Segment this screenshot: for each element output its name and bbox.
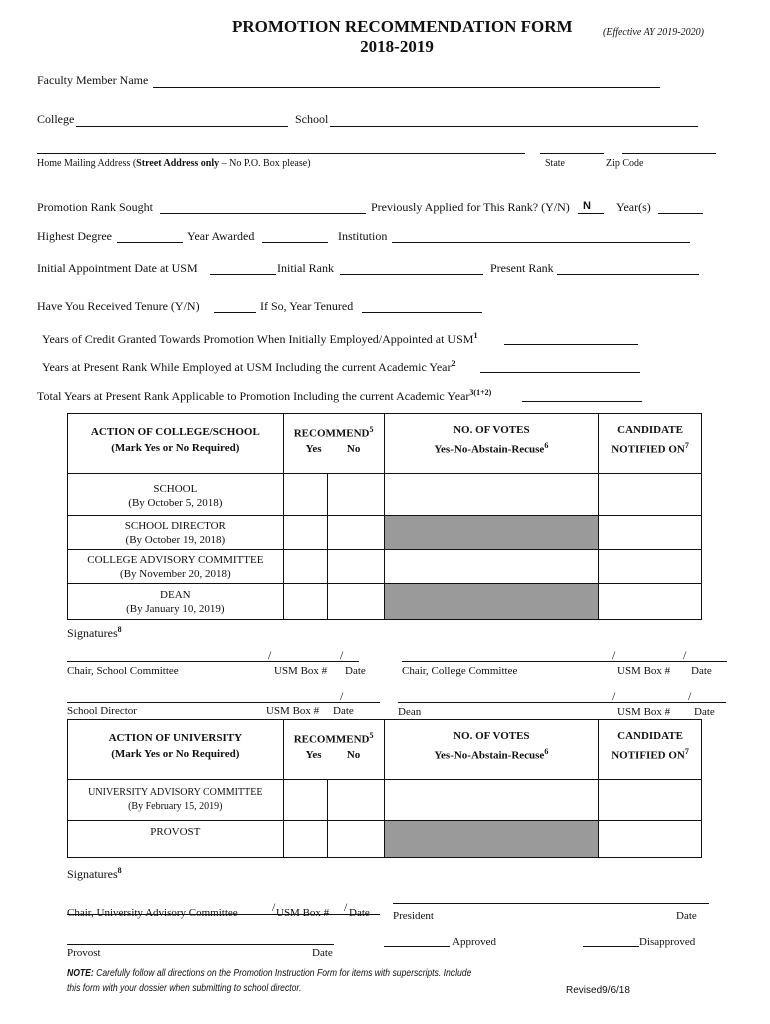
- dean-notified-cell[interactable]: [599, 584, 702, 620]
- chair-school-label: Chair, School Committee: [67, 665, 179, 677]
- dean-sig-line[interactable]: [398, 702, 726, 703]
- years-present-label: Years at Present Rank While Employed at USM Including the current Academic Year$^2$: [42, 359, 456, 374]
- approved-label: Approved: [452, 936, 496, 948]
- credit-granted-label: Years of Credit Granted Towards Promotion When Initially Employed/Appointed at USM$^1$: [42, 331, 478, 346]
- usm-box-label: USM Box #: [266, 705, 320, 717]
- highest-degree-field[interactable]: [117, 242, 183, 243]
- cac-votes-cell[interactable]: [384, 550, 598, 584]
- chair-college-sig-line[interactable]: [402, 661, 727, 662]
- faculty-name-field[interactable]: [153, 87, 660, 88]
- footer-note-line2: this form with your dossier when submitting to school director.: [67, 983, 302, 994]
- date-label: Date: [694, 706, 715, 718]
- form-year: 2018-2019: [360, 37, 434, 56]
- recommend-header: RECOMMEND$^5$ Yes No: [283, 720, 384, 780]
- address-field[interactable]: [37, 153, 525, 154]
- credit-granted-field[interactable]: [504, 344, 638, 345]
- total-years-field[interactable]: [522, 401, 642, 402]
- usm-box-label: USM Box #: [617, 665, 671, 677]
- slash: /: [683, 648, 687, 662]
- state-label: State: [545, 158, 565, 169]
- disapproved-label: Disapproved: [639, 936, 696, 948]
- dean-no-cell[interactable]: [327, 584, 384, 620]
- institution-field[interactable]: [392, 242, 690, 243]
- footer-note-line1: NOTE: Carefully follow all directions on the Promotion Instruction Form for items with superscripts. Include: [67, 968, 472, 979]
- university-action-header: ACTION OF UNIVERSITY (Mark Yes or No Required): [68, 720, 284, 780]
- usm-box-label: USM Box #: [274, 665, 328, 677]
- table-row-label: PROVOST: [68, 821, 284, 858]
- date-label: Date: [333, 705, 354, 717]
- school-field[interactable]: [330, 126, 698, 127]
- slash: /: [612, 689, 616, 703]
- year-tenured-field[interactable]: [362, 312, 482, 313]
- notified-header: CANDIDATE NOTIFIED $ON^7$: [599, 414, 702, 474]
- slash: /: [688, 689, 692, 703]
- dean-yes-cell[interactable]: [283, 584, 327, 620]
- initial-rank-field[interactable]: [340, 274, 483, 275]
- provost-votes-cell: [384, 821, 599, 858]
- school-label: School: [295, 112, 329, 126]
- date-label: Date: [349, 907, 370, 919]
- director-yes-cell[interactable]: [283, 516, 327, 550]
- college-action-table: [67, 413, 702, 620]
- college-label: College: [37, 112, 75, 126]
- prev-applied-label: Previously Applied for This Rank? (Y/N): [371, 200, 570, 214]
- uac-votes-cell[interactable]: [384, 780, 599, 821]
- signatures-label-2: Signatures$^8$: [67, 866, 122, 881]
- provost-notified-cell[interactable]: [599, 821, 702, 858]
- effective-note: (Effective AY 2019-2020): [603, 27, 704, 38]
- recommend-header: RECOMMEND$^5$ Yes No: [283, 414, 384, 474]
- university-action-table: [67, 719, 702, 858]
- date-label: Date: [691, 665, 712, 677]
- president-sig-line[interactable]: [393, 903, 709, 904]
- votes-header: NO. OF VOTES Yes-No-Abstain-Recuse$^6$: [384, 720, 599, 780]
- cac-no-cell[interactable]: [327, 550, 384, 584]
- table-row-label: UNIVERSITY ADVISORY COMMITTEE (By February 15, 2019): [68, 780, 284, 821]
- votes-header: NO. OF VOTES Yes-No-Abstain-Recuse$^6$: [384, 414, 598, 474]
- year-awarded-label: Year Awarded: [187, 229, 255, 243]
- zip-label: Zip Code: [606, 158, 644, 169]
- provost-no-cell[interactable]: [327, 821, 384, 858]
- cac-notified-cell[interactable]: [599, 550, 702, 584]
- initial-rank-label: Initial Rank: [277, 261, 334, 275]
- highest-degree-label: Highest Degree: [37, 229, 112, 243]
- initial-appt-label: Initial Appointment Date at USM: [37, 261, 198, 275]
- slash: /: [612, 648, 616, 662]
- years-label: Year(s): [616, 200, 651, 214]
- school-votes-cell[interactable]: [384, 474, 598, 516]
- table-row-label: COLLEGE ADVISORY COMMITTEE (By November 20, 2018): [68, 550, 284, 584]
- director-notified-cell[interactable]: [599, 516, 702, 550]
- director-votes-cell: [384, 516, 598, 550]
- table-row-label: DEAN (By January 10, 2019): [68, 584, 284, 620]
- table-row-label: SCHOOL (By October 5, 2018): [68, 474, 284, 516]
- director-no-cell[interactable]: [327, 516, 384, 550]
- address-label: Home Mailing Address (Street Address only – No P.O. Box please): [37, 158, 311, 169]
- date-label: Date: [676, 910, 697, 922]
- usm-box-label: USM Box #: [617, 706, 671, 718]
- revised-date: Revised9/6/18: [566, 985, 630, 996]
- prev-applied-value[interactable]: N: [583, 200, 591, 212]
- college-action-header: ACTION OF COLLEGE/SCHOOL (Mark Yes or No Required): [68, 414, 284, 474]
- provost-sig-line[interactable]: [67, 944, 334, 945]
- director-sig-line[interactable]: [67, 702, 380, 703]
- date-label: Date: [345, 665, 366, 677]
- uac-yes-cell[interactable]: [283, 780, 327, 821]
- initial-appt-field[interactable]: [210, 274, 276, 275]
- president-label: President: [393, 910, 434, 922]
- provost-yes-cell[interactable]: [283, 821, 327, 858]
- tenure-label: Have You Received Tenure (Y/N): [37, 299, 200, 313]
- notified-header: CANDIDATE NOTIFIED $ON^7$: [599, 720, 702, 780]
- year-tenured-label: If So, Year Tenured: [260, 299, 354, 313]
- rank-sought-label: Promotion Rank Sought: [37, 200, 154, 214]
- form-title: PROMOTION RECOMMENDATION FORM: [232, 17, 573, 36]
- year-awarded-field[interactable]: [262, 242, 328, 243]
- rank-sought-field[interactable]: [160, 213, 366, 214]
- disapproved-line[interactable]: [583, 946, 639, 947]
- provost-label: Provost: [67, 947, 101, 959]
- total-years-label: Total Years at Present Rank Applicable to Promotion Including the current Academic Year$^{3(1+2)}$: [37, 388, 492, 403]
- tenure-field[interactable]: [214, 312, 256, 313]
- chair-univ-label: Chair, University Advisory Committee: [67, 907, 238, 919]
- cac-yes-cell[interactable]: [283, 550, 327, 584]
- director-label: School Director: [67, 705, 137, 717]
- school-no-cell[interactable]: [327, 474, 384, 516]
- school-notified-cell[interactable]: [599, 474, 702, 516]
- chair-college-label: Chair, College Committee: [402, 665, 518, 677]
- school-yes-cell[interactable]: [283, 474, 327, 516]
- slash: /: [340, 648, 344, 662]
- slash: /: [340, 689, 344, 703]
- approved-line[interactable]: [384, 946, 450, 947]
- present-rank-field[interactable]: [557, 274, 699, 275]
- table-row-label: SCHOOL DIRECTOR (By October 19, 2018): [68, 516, 284, 550]
- slash: /: [344, 900, 348, 914]
- years-present-field[interactable]: [480, 372, 640, 373]
- dean-votes-cell: [384, 584, 598, 620]
- years-field[interactable]: [658, 213, 703, 214]
- slash: /: [268, 648, 272, 662]
- slash: /: [272, 900, 276, 914]
- institution-label: Institution: [338, 229, 388, 243]
- present-rank-label: Present Rank: [490, 261, 554, 275]
- zip-field[interactable]: [622, 153, 716, 154]
- uac-no-cell[interactable]: [327, 780, 384, 821]
- uac-notified-cell[interactable]: [599, 780, 702, 821]
- state-field[interactable]: [540, 153, 604, 154]
- usm-box-label: USM Box #: [276, 907, 330, 919]
- signatures-label-1: Signatures$^8$: [67, 625, 122, 640]
- college-field[interactable]: [76, 126, 288, 127]
- chair-school-sig-line[interactable]: [67, 661, 359, 662]
- faculty-name-label: Faculty Member Name: [37, 73, 149, 87]
- prev-applied-line: [578, 213, 604, 214]
- date-label: Date: [312, 947, 333, 959]
- dean-label: Dean: [398, 706, 422, 718]
